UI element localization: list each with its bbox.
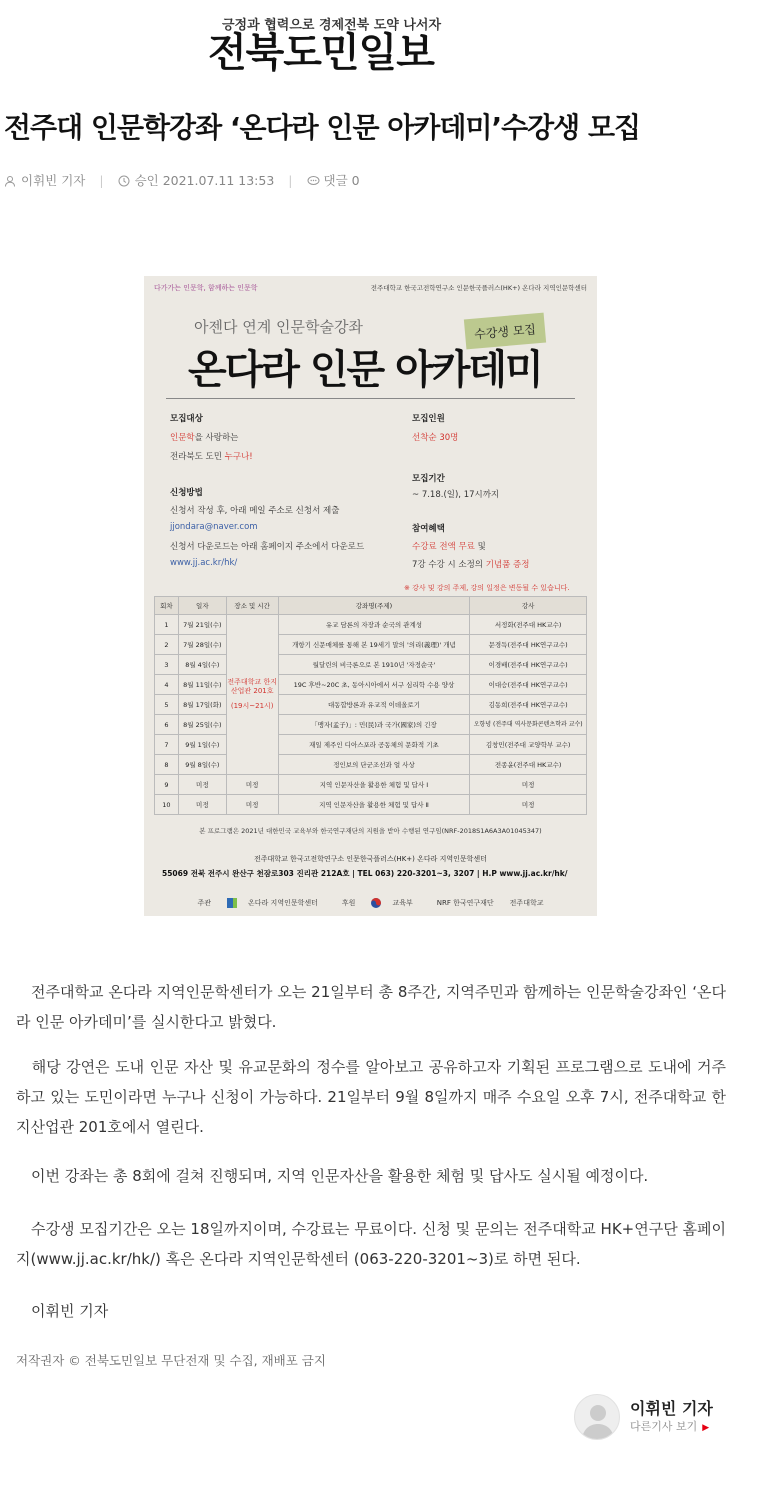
row-lecturer: 이경배(전주대 HK연구교수) [470, 655, 587, 675]
copyright-notice: 저작권자 © 전북도민일보 무단전재 및 수집, 재배포 금지 [16, 1353, 326, 1368]
byline-comments[interactable]: 댓글 0 [323, 173, 360, 188]
poster-badge: 수강생 모집 [464, 313, 546, 350]
sponsor-jju: 전주대학교 [509, 899, 544, 907]
poster-schedule-table [154, 596, 587, 815]
poster-footer-org: 전주대학교 한국고전학연구소 인문한국플러스(HK+) 온다라 지역인문학센터 [254, 855, 487, 863]
table-row [155, 715, 587, 735]
table-header-cell: 회차 [155, 597, 179, 615]
poster-benefit-line2: 7강 수강 시 소정의 기념품 증정 [412, 560, 530, 570]
row-date: 미정 [178, 795, 226, 815]
row-venue [226, 615, 278, 775]
poster-top-left: 다가가는 인문학, 함께하는 인문학 [154, 284, 258, 292]
caret-right-icon: ▶ [702, 1423, 710, 1433]
row-no: 9 [155, 775, 179, 795]
table-header-cell: 일자 [178, 597, 226, 615]
venue-time: (19시~21시) [230, 702, 274, 710]
poster-target-line1: 인문학을 사랑하는 [170, 433, 239, 443]
poster-support-note: 본 프로그램은 2021년 대한민국 교육부와 한국연구재단의 지원을 받아 수행된 연구임(NRF-2018S1A6A3A01045347) [199, 827, 542, 835]
table-row [155, 655, 587, 675]
avatar[interactable] [574, 1394, 620, 1440]
masthead [0, 0, 766, 86]
row-no: 7 [155, 735, 179, 755]
row-lecturer: 미정 [470, 775, 587, 795]
poster-target-line2: 전라북도 도민 누구나! [170, 452, 253, 462]
poster-target-heading: 모집대상 [170, 414, 203, 424]
byline-divider: | [288, 172, 293, 188]
host-label: 주관 [197, 899, 212, 907]
sponsor-label: 후원 [341, 899, 356, 907]
author-name[interactable]: 이휘빈 기자 [630, 1399, 713, 1418]
table-row [155, 755, 587, 775]
row-date: 8월 11일(수) [178, 675, 226, 695]
article-paragraph: 해당 강연은 도내 인문 자산 및 유교문화의 정수를 알아보고 공유하고자 기획된 프로그램으로 도내에 거주하고 있는 도민이라면 누구나 신청이 가능하다. 21일부터 9월 8일까지 매주 수요일 오후 7시, 전주대학교 한지산업관 201호에서 열린다. [16, 1058, 726, 1136]
row-lecturer: 김동희(전주대 HK연구교수) [470, 695, 587, 715]
center-logo-icon [227, 898, 237, 908]
sponsor-moe: 교육부 [371, 898, 420, 908]
row-date: 7월 21일(수) [178, 615, 226, 635]
article-byline [4, 171, 360, 189]
row-date: 8월 25일(수) [178, 715, 226, 735]
article-poster-image [144, 276, 597, 916]
clock-icon [118, 175, 130, 187]
poster-count-value: 선착순 30명 [412, 433, 459, 443]
row-no: 5 [155, 695, 179, 715]
poster-subtitle: 아젠다 연계 인문학술강좌 [194, 318, 363, 336]
row-date: 7월 28일(수) [178, 635, 226, 655]
poster-top-right: 전주대학교 한국고전학연구소 인문한국플러스(HK+) 온다라 지역인문학센터 [370, 284, 587, 292]
poster-apply-url: www.jj.ac.kr/hk/ [170, 558, 238, 568]
article-paragraph: 이휘빈 기자 [16, 1302, 109, 1320]
author-icon [4, 175, 16, 187]
default-avatar-icon [575, 1395, 620, 1440]
poster-count-heading: 모집인원 [412, 414, 445, 424]
table-row [155, 615, 587, 635]
poster-apply-line2: 신청서 다운로드는 아래 홈페이지 주소에서 다운로드 [170, 542, 365, 552]
row-topic: 19C 후반~20C 초, 동아시아에서 서구 심리학 수용 양상 [278, 675, 470, 695]
row-lecturer: 전종윤(전주대 HK교수) [470, 755, 587, 775]
poster-divider [166, 398, 575, 399]
byline-approved-date: 승인 2021.07.11 13:53 [134, 173, 275, 188]
sponsor-nrf: NRF 한국연구재단 [436, 899, 494, 907]
site-logo[interactable]: 전북도민일보 [208, 29, 434, 76]
row-no: 10 [155, 795, 179, 815]
row-topic: 월달린의 비극론으로 본 1910년 '자정순국' [278, 655, 470, 675]
comment-icon [307, 175, 319, 187]
row-topic: 개항기 신문매체를 통해 본 19세기 말의 '의리(義理)' 개념 [278, 635, 470, 655]
row-lecturer: 김창민(전주대 교양학부 교수) [470, 735, 587, 755]
table-header-cell: 강사 [470, 597, 587, 615]
poster-period-heading: 모집기간 [412, 474, 445, 484]
row-lecturer: 오항녕 (전주대 역사문화콘텐츠학과 교수) [470, 715, 587, 735]
row-date: 8월 4일(수) [178, 655, 226, 675]
poster-apply-email: jjondara@naver.com [170, 522, 258, 532]
host-name: 온다라 지역인문학센터 [227, 898, 326, 908]
more-articles-link[interactable]: 다른기사 보기 ▶ [630, 1420, 710, 1433]
poster-apply-heading: 신청방법 [170, 488, 203, 498]
row-no: 6 [155, 715, 179, 735]
row-date: 9월 8일(수) [178, 755, 226, 775]
row-topic: 재일 제주인 디아스포라 공동체의 문화적 기초 [278, 735, 470, 755]
row-topic: 정인보의 단군조선과 얼 사상 [278, 755, 470, 775]
article-headline: 전주대 인문학강좌 ‘온다라 인문 아카데미’수강생 모집 [4, 111, 641, 144]
table-header-cell: 강좌명(주제) [278, 597, 470, 615]
row-date: 9월 1일(수) [178, 735, 226, 755]
row-lecturer: 이대승(전주대 HK연구교수) [470, 675, 587, 695]
row-topic: 대동합방론과 유교적 이데올로기 [278, 695, 470, 715]
row-topic: 지역 인문자산을 활용한 체험 및 답사 Ⅰ [278, 775, 470, 795]
article-paragraph: 전주대학교 온다라 지역인문학센터가 오는 21일부터 총 8주간, 지역주민과 함께하는 인문학술강좌인 ‘온다라 인문 아카데미’를 실시한다고 밝혔다. [16, 983, 726, 1031]
table-row [155, 695, 587, 715]
poster-sponsor-row [144, 890, 597, 916]
poster-benefit-line1: 수강료 전액 무료 및 [412, 542, 486, 552]
taegeuk-icon [371, 898, 381, 908]
poster-apply-line1: 신청서 작성 후, 아래 메일 주소로 신청서 제출 [170, 506, 340, 516]
table-row [155, 735, 587, 755]
table-row [155, 795, 587, 815]
row-lecturer: 서정화(전주대 HK교수) [470, 615, 587, 635]
row-no: 8 [155, 755, 179, 775]
row-date: 미정 [178, 775, 226, 795]
article-paragraph: 수강생 모집기간은 오는 18일까지이며, 수강료는 무료이다. 신청 및 문의는 전주대학교 HK+연구단 홈페이지(www.jj.ac.kr/hk/) 혹은 온다라 지역인문학센터 (063-220-3201~3)로 하면 된다. [16, 1220, 726, 1268]
byline-author[interactable]: 이휘빈 기자 [21, 173, 86, 188]
row-no: 1 [155, 615, 179, 635]
masthead-tagline: 긍정과 협력으로 경제전북 도약 나서자 [222, 18, 442, 33]
row-topic: 지역 인문자산을 활용한 체험 및 답사 Ⅱ [278, 795, 470, 815]
poster-note: ※ 강사 및 강의 주제, 강의 일정은 변동될 수 있습니다. [404, 584, 570, 592]
poster-benefit-heading: 참여혜택 [412, 524, 445, 534]
byline-divider: | [99, 172, 104, 188]
row-no: 2 [155, 635, 179, 655]
row-no: 3 [155, 655, 179, 675]
row-topic: 유교 담론의 자장과 순국의 관계성 [278, 615, 470, 635]
row-place: 미정 [226, 795, 278, 815]
poster-footer-address: 55069 전북 전주시 완산구 천잠로303 진리관 212A호 | TEL 063) 220-3201~3, 3207 | H.P www.jj.ac.kr/hk/ [162, 869, 568, 878]
row-place: 미정 [226, 775, 278, 795]
poster-title: 온다라 인문 아카데미 [188, 347, 542, 393]
row-lecturer: 문경득(전주대 HK연구교수) [470, 635, 587, 655]
article-paragraph: 이번 강좌는 총 8회에 걸쳐 진행되며, 지역 인문자산을 활용한 체험 및 답사도 실시될 예정이다. [16, 1167, 649, 1185]
row-topic: 「맹자(孟子)」: 민(民)과 국가(國家)의 긴장 [278, 715, 470, 735]
row-no: 4 [155, 675, 179, 695]
table-row [155, 775, 587, 795]
table-row [155, 675, 587, 695]
row-lecturer: 미정 [470, 795, 587, 815]
table-header-cell: 장소 및 시간 [226, 597, 278, 615]
row-date: 8월 17일(화) [178, 695, 226, 715]
table-row [155, 635, 587, 655]
poster-period-value: ~ 7.18.(일), 17시까지 [412, 490, 500, 500]
author-profile-box [574, 1394, 734, 1440]
table-header-row [155, 597, 587, 615]
venue-name: 전주대학교 한지산업관 201호 [227, 678, 277, 695]
